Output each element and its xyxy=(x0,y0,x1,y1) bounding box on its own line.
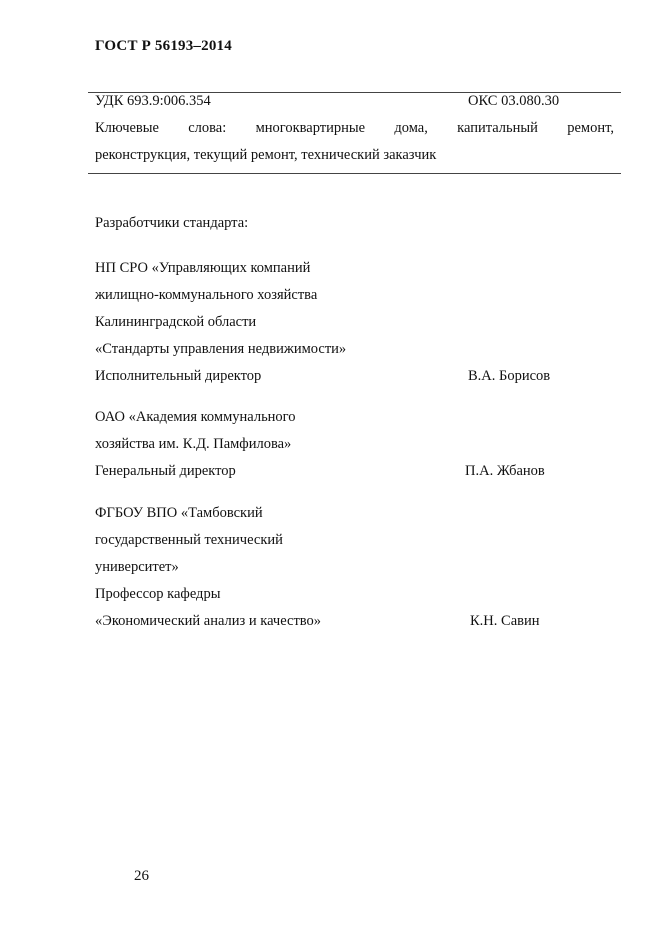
keywords-line-1 xyxy=(95,120,614,137)
udk-code: УДК 693.9:006.354 xyxy=(95,93,211,109)
org-line: «Стандарты управления недвижимости» xyxy=(95,341,347,357)
bottom-divider xyxy=(88,173,621,174)
keyword-word: многоквартирные xyxy=(255,120,366,136)
oks-code: ОКС 03.080.30 xyxy=(468,93,560,109)
keyword-word: дома, xyxy=(394,120,428,136)
signer-name: В.А. Борисов xyxy=(468,368,551,384)
org-line: государственный технический xyxy=(95,532,283,548)
signer-position: Генеральный директор xyxy=(95,463,236,479)
keyword-word: слова: xyxy=(188,120,227,136)
org-line: хозяйства им. К.Д. Памфилова» xyxy=(95,436,292,452)
keywords-line-2: реконструкция, текущий ремонт, технический заказчик xyxy=(95,147,437,163)
keyword-word: ремонт, xyxy=(567,120,614,136)
org-line: НП СРО «Управляющих компаний xyxy=(95,260,311,276)
keyword-word: капитальный xyxy=(457,120,538,136)
org-line: ОАО «Академия коммунального xyxy=(95,409,296,425)
org-line: Калининградской области xyxy=(95,314,257,330)
keyword-word: Ключевые xyxy=(95,120,159,136)
signer-position: Исполнительный директор xyxy=(95,368,262,384)
developers-title: Разработчики стандарта: xyxy=(95,215,249,231)
org-line: Профессор кафедры xyxy=(95,586,221,602)
page-number: 26 xyxy=(134,868,149,884)
signer-name: П.А. Жбанов xyxy=(465,463,545,479)
signer-name: К.Н. Савин xyxy=(470,613,540,629)
org-line: жилищно-коммунального хозяйства xyxy=(95,287,318,303)
signer-position: «Экономический анализ и качество» xyxy=(95,613,322,629)
org-line: ФГБОУ ВПО «Тамбовский xyxy=(95,505,263,521)
standard-code: ГОСТ Р 56193–2014 xyxy=(95,38,232,54)
org-line: университет» xyxy=(95,559,179,575)
